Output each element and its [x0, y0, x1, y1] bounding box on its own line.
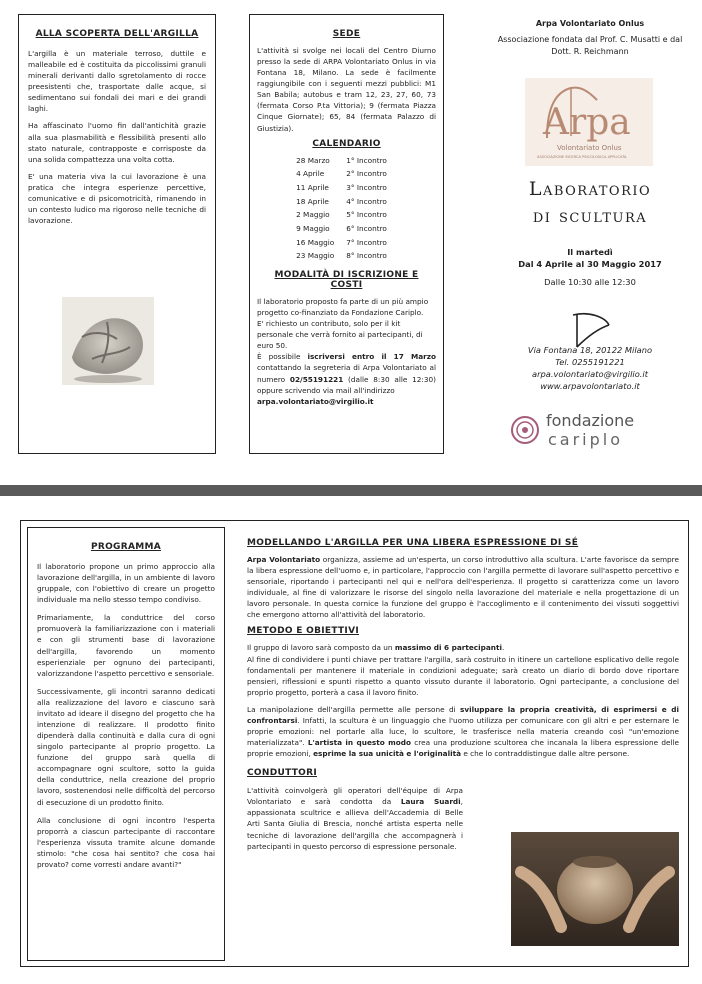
- modalita-heading: MODALITÀ DI ISCRIZIONE E COSTI: [274, 270, 419, 290]
- fondazione-word: fondazione: [546, 411, 635, 430]
- org-name: Arpa Volontariato Onlus: [535, 19, 645, 28]
- calendar-date: 28 Marzo: [296, 155, 330, 165]
- calendario-heading: CALENDARIO: [312, 138, 381, 149]
- calendar-row: [296, 155, 397, 167]
- calendar-date: 23 Maggio: [296, 251, 335, 261]
- programma-heading: PROGRAMMA: [90, 542, 162, 552]
- right-content: [247, 538, 679, 852]
- calendar-date: 9 Maggio: [296, 223, 330, 233]
- calendar-session: 8° Incontro: [346, 251, 387, 261]
- contact-email[interactable]: arpa.volontariato@virgilio.it: [257, 396, 374, 406]
- calendar-table: [294, 153, 399, 264]
- calendar-session: 2° Incontro: [346, 169, 387, 179]
- programma-para-2: Primariamente, la conduttrice del corso promuoverà la familiarizzazione con i materiali e con gli strumenti base di lavorazione dell'argilla, favorendo un momento esperienziale per ognuno dei partecipanti, valorizzandone l'aspetto percettivo e sensoriale.: [37, 613, 215, 678]
- title-laboratorio: Laboratorio: [528, 177, 652, 200]
- calendar-session: 1° Incontro: [346, 155, 387, 165]
- page-divider: [0, 485, 702, 496]
- calendar-session: 5° Incontro: [346, 210, 387, 220]
- programma-para-3: Successivamente, gli incontri saranno dedicati alla realizzazione del lavoro e ciascuno sarà invitato ad ideare il disegno del progetto che ha intenzione di realizzare. Il prodotto finito dipenderà dalla continuità e dalla cura di ogni singolo partecipante al proprio progetto. La funzione del gruppo sarà quella di accompagnare ogni scultore, sotto la guida della conduttrice, nella creazione del proprio lavoro, sostenendosi nelle difficoltà del percorso di esecuzione di un prodotto finito.: [37, 686, 215, 807]
- metodo-text-2: Al fine di condividere i punti chiave per trattare l'argilla, sarà costruito in itinere un cartellone esplicativo delle regole fondamentali per mantenere il materiale in condizioni adeguate; sarà creato un diario di bordo dove riportare pensieri, riflessioni e spunti rispetto a quanto vissuto durante il laboratorio. Ogni partecipante, a conclusione del proprio progetto, porterà a casa il lavoro finito.: [247, 654, 679, 697]
- calendar-row: [296, 223, 397, 235]
- calendar-session: 7° Incontro: [346, 237, 387, 247]
- panel-cover: [485, 14, 695, 454]
- modalita-text-3: È possibile iscriversi entro il 17 Marzo contattando la segreteria di Arpa Volontariato al numero 02/55191221 (dalle 8:30 alle 12:30) oppure scrivendo via mail all'indirizzo: [257, 352, 437, 395]
- logo-tagline: ASSOCIAZIONE RICERCA PSICOLOGICA APPLICATA: [537, 155, 627, 159]
- calendar-date: 16 Maggio: [296, 237, 335, 247]
- conduttori-heading: CONDUTTORI: [247, 768, 317, 779]
- logo-subtitle: Volontariato Onlus: [557, 144, 622, 152]
- schedule-day: Il martedì: [567, 246, 613, 257]
- sede-text: L'attività si svolge nei locali del Centro Diurno presso la sede di ARPA Volontariato Onlus in via Fontana 18, Milano. La sede è facilmente raggiungibile con i seguenti mezzi pubblici: M1 San Babila; autobus e tram 12, 23, 27, 60, 73 (fermata Corso P.ta Vittoria); 9 (fermata Piazza Cinque Giornate); 65, 84 (fermata Palazzo di Giustizia).: [257, 46, 436, 133]
- pottery-hands-image: [511, 832, 679, 946]
- harp-signature-icon: [565, 311, 615, 351]
- calendar-session: 6° Incontro: [346, 223, 387, 233]
- calendar-date: 2 Maggio: [296, 210, 330, 220]
- address: Via Fontana 18, 20122 Milano: [527, 344, 653, 355]
- arpa-logo: [525, 78, 653, 166]
- founders: Associazione fondata dal Prof. C. Musatti e dal Dott. R. Reichmann: [497, 35, 683, 57]
- calendar-row: [296, 209, 397, 221]
- cariplo-word: cariplo: [548, 430, 624, 449]
- website-link[interactable]: www.arpavolontariato.it: [540, 380, 640, 391]
- calendar-session: 3° Incontro: [346, 182, 387, 192]
- title-scultura: di scultura: [532, 205, 648, 228]
- telephone: Tel. 0255191221: [555, 356, 625, 367]
- clay-hands-sculpture-image: [62, 297, 154, 385]
- phone-number: 02/55191221: [289, 374, 344, 384]
- calendar-row: [296, 237, 397, 249]
- sede-heading: SEDE: [332, 29, 361, 39]
- calendar-date: 4 Aprile: [296, 169, 325, 179]
- programma-para-4: Alla conclusione di ogni incontro l'esperta proporrà a ciascun partecipante di raccontare l'esperienza vissuta tramite alcune domande stimolo: "che cosa hai sentito? che cosa hai provato? come vorresti andare avanti?": [37, 815, 215, 869]
- calendar-row: [296, 250, 397, 262]
- modellando-heading: MODELLANDO L'ARGILLA PER UNA LIBERA ESPRESSIONE DI SÉ: [247, 538, 579, 548]
- calendar-date: 11 Aprile: [296, 182, 329, 192]
- panel-programma: [27, 527, 225, 961]
- calendar-row: [296, 182, 397, 194]
- calendar-row: [296, 196, 397, 208]
- logo-word: Arpa: [543, 102, 631, 143]
- metodo-text-1: Il gruppo di lavoro sarà composto da un massimo di 6 partecipanti.: [247, 643, 505, 653]
- programma-para-1: Il laboratorio propone un primo approccio alla lavorazione dell'argilla, in un ambiente di lavoro gruppale, con l'obiettivo di creare un progetto individuale ma nello stesso tempo condiviso.: [37, 562, 215, 605]
- argilla-para-2: Ha affascinato l'uomo fin dall'antichità grazie alla sua plasmabilità e flessibilità presenti allo stato naturale, contrapposte e corrisposte da una solida compattezza una volta cotta.: [28, 121, 206, 164]
- schedule-hours: Dalle 10:30 alle 12:30: [544, 276, 636, 287]
- calendar-row: [296, 168, 397, 180]
- panel-argilla: [18, 14, 216, 454]
- argilla-para-1: L'argilla è un materiale terroso, duttile e malleabile ed è costituita da piccolissimi granuli minerali derivanti dallo sgretolamento di rocce preesistenti che, trasportate dalle acque, si sedimentano sui fondali dei mari e dei grandi laghi.: [28, 49, 206, 114]
- metodo-heading: METODO E OBIETTIVI: [247, 626, 359, 637]
- fondazione-cariplo-logo: [510, 411, 670, 451]
- cariplo-emblem-icon: [510, 415, 540, 445]
- modalita-text-1: Il laboratorio proposto fa parte di un più ampio progetto co-finanziato da Fondazione Cariplo.: [257, 297, 429, 318]
- modalita-text-2: E' richiesto un contributo, solo per il kit personale che verrà fornito ai partecipanti, di euro 50.: [257, 319, 423, 351]
- argilla-para-3: E' una materia viva la cui lavorazione è una pratica che integra esperienze percettive, comunicative e di psicomotricità, rimanendo in un contesto ludico ma rigoroso nelle tecniche di lavorazione.: [28, 171, 206, 226]
- email-link[interactable]: arpa.volontariato@virgilio.it: [532, 368, 648, 379]
- argilla-heading: ALLA SCOPERTA DELL'ARGILLA: [35, 29, 199, 39]
- modellando-text: Arpa Volontariato organizza, assieme ad un'esperta, un corso introduttivo alla scultura. L'arte favorisce da sempre la libera espressione dell'uomo e, in particolare, l'approccio con l'argilla permette di lavorare sull'aspetto percettivo e sensoriale, riportando i partecipanti nel qui e nell'ora dell'esperienza. Il progetto si caratterizza come un lavoro individuale, al fine di valorizzare le risorse del singolo nella lavorazione del materiale e nella progettazione di un lavoro personale. In questa cornice la funzione del gruppo è l'accoglimento e il contenimento dei vissuti soggettivi che emergono attorno all'attività del laboratorio.: [247, 555, 680, 620]
- calendar-date: 18 Aprile: [296, 196, 329, 206]
- conduttori-text: L'attività coinvolgerà gli operatori dell'équipe di Arpa Volontariato e sarà condotta da Laura Suardi, appassionata scultrice e allieva dell'Accademia di Belle Arti Santa Giulia di Brescia, nonché artista esperta nelle tecniche di lavorazione dell'argilla che accompagnerà i partecipanti in questo percorso di espressione personale.: [247, 786, 463, 851]
- panel-sede: [249, 14, 444, 454]
- calendar-session: 4° Incontro: [346, 196, 387, 206]
- metodo-text-3: La manipolazione dell'argilla permette alle persone di sviluppare la propria creatività, di esprimersi e di confrontarsi. Infatti, la scultura è un linguaggio che l'uomo utilizza per comunicare con gli altri e per esternare le proprie emozioni: nel portarle alla luce, lo scultore, le trasferisce nella materia creando così "un'emozione materializzata". L'artista in questo modo crea una produzione scultorea che incanala la libera espressione delle proprie emozioni, esprime la sua unicità e l'originalità e che lo contraddistingue dalle altre persone.: [247, 704, 679, 759]
- schedule-dates: Dal 4 Aprile al 30 Maggio 2017: [518, 258, 662, 269]
